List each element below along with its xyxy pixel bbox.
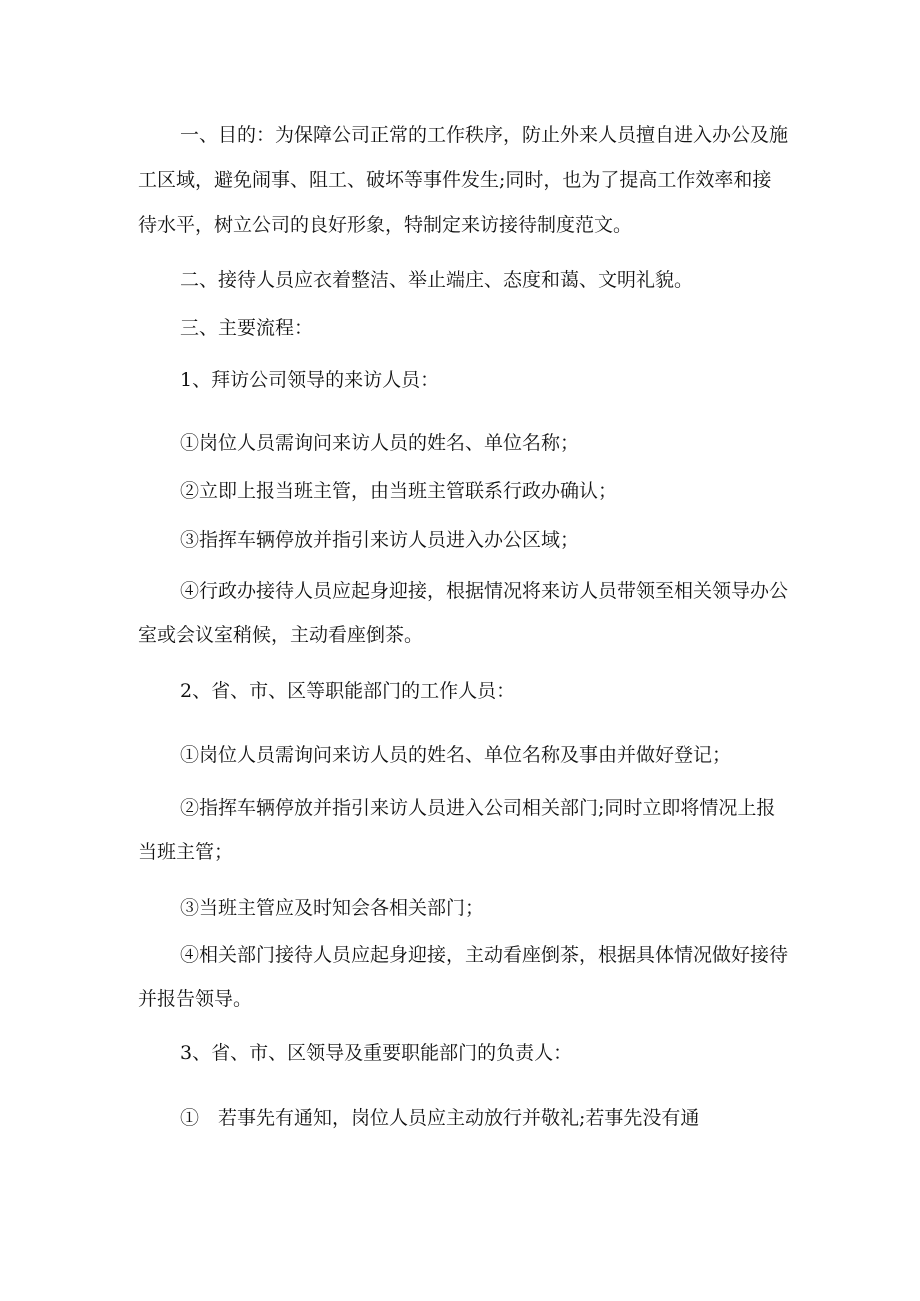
- paragraph-section-3-step-1: ① 若事先有通知，岗位人员应主动放行并敬礼;若事先没有通: [180, 1107, 700, 1129]
- paragraph-section-2-step-3: ③当班主管应及时知会各相关部门；: [180, 897, 485, 919]
- paragraph-section-1-step-2: ②立即上报当班主管，由当班主管联系行政办确认；: [180, 480, 618, 502]
- paragraph-section-1-step-1: ①岗位人员需询问来访人员的姓名、单位名称；: [180, 432, 580, 454]
- paragraph-section-1-step-4: ④行政办接待人员应起身迎接，根据情况将来访人员带领至相关领导办公室或会议室稍候，主动看座倒茶。: [138, 580, 789, 646]
- paragraph-section-3-heading: 3、省、市、区领导及重要职能部门的负责人：: [180, 1042, 573, 1064]
- paragraph-purpose: 一、目的：为保障公司正常的工作秩序，防止外来人员擅自进入办公及施工区域，避免闹事、阻工、破坏等事件发生;同时，也为了提高工作效率和接待水平，树立公司的良好形象，特制定来访接待制度范文。: [138, 124, 789, 236]
- paragraph-section-1-step-3: ③指挥车辆停放并指引来访人员进入办公区域；: [180, 529, 580, 551]
- paragraph-main-process-heading: 三、主要流程：: [180, 317, 314, 339]
- paragraph-section-2-step-2: ②指挥车辆停放并指引来访人员进入公司相关部门;同时立即将情况上报当班主管；: [138, 797, 776, 863]
- paragraph-section-1-heading: 1、拜访公司领导的来访人员：: [180, 369, 440, 391]
- paragraph-staff-requirements: 二、接待人员应衣着整洁、举止端庄、态度和蔼、文明礼貌。: [180, 269, 694, 291]
- paragraph-section-2-step-1: ①岗位人员需询问来访人员的姓名、单位名称及事由并做好登记；: [180, 744, 732, 766]
- paragraph-section-2-heading: 2、省、市、区等职能部门的工作人员：: [180, 680, 516, 702]
- paragraph-section-2-step-4: ④相关部门接待人员应起身迎接，主动看座倒茶，根据具体情况做好接待并报告领导。: [138, 944, 789, 1010]
